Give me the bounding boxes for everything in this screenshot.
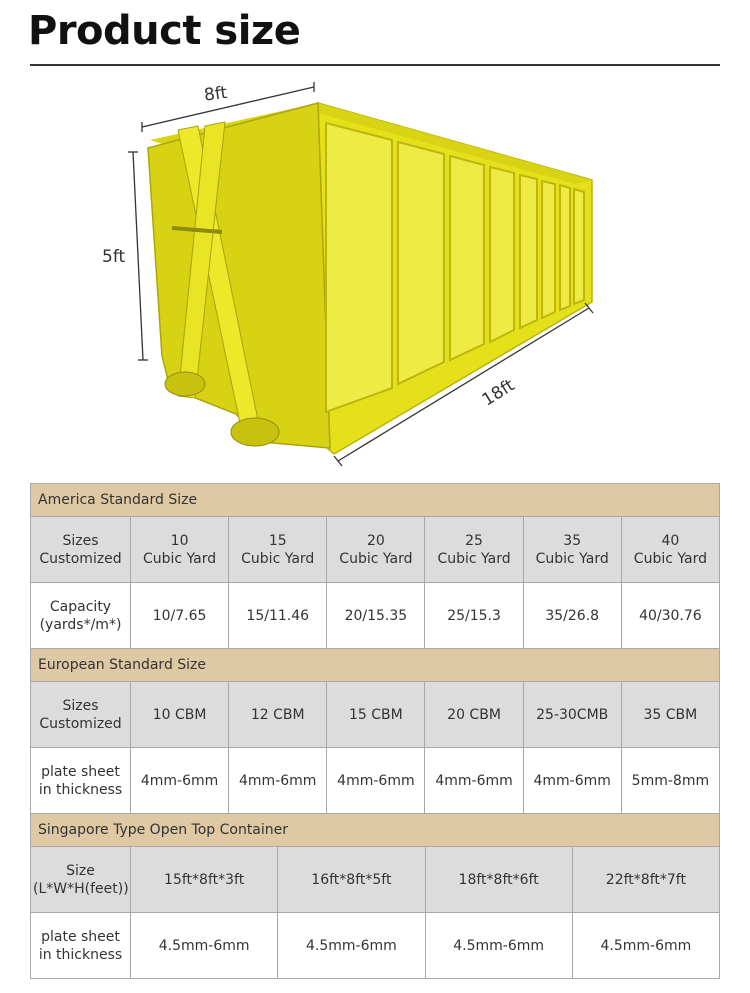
label-line: plate sheet	[41, 763, 120, 780]
singapore-table	[30, 813, 720, 979]
page-title: Product size	[28, 8, 301, 54]
dimension-width-label: 8ft	[202, 82, 229, 106]
thickness-cell: 4.5mm-6mm	[572, 913, 719, 979]
size-cell: 25-30CMB	[523, 682, 621, 748]
thickness-cell: 4.5mm-6mm	[425, 913, 572, 979]
size-cell: 12 CBM	[229, 682, 327, 748]
label-line: Sizes	[62, 532, 99, 549]
size-cell	[621, 517, 719, 583]
thickness-cell: 4.5mm-6mm	[131, 913, 278, 979]
thickness-cell: 4mm-6mm	[229, 748, 327, 814]
size-cell	[131, 517, 229, 583]
label-line: in thickness	[38, 946, 123, 963]
label-line: in thickness	[38, 781, 123, 798]
size-unit: Cubic Yard	[142, 550, 217, 567]
size-unit: Cubic Yard	[241, 550, 315, 567]
size-number: 20	[366, 532, 385, 549]
dimension-height-label: 5ft	[102, 247, 126, 267]
thickness-cell: 4.5mm-6mm	[278, 913, 425, 979]
capacity-cell: 40/30.76	[621, 583, 719, 649]
capacity-cell: 20/15.35	[327, 583, 425, 649]
size-cell	[229, 517, 327, 583]
thickness-label-cell	[31, 913, 131, 979]
america-header: America Standard Size	[31, 484, 720, 517]
label-line: plate sheet	[41, 928, 120, 945]
size-unit: Cubic Yard	[633, 550, 707, 567]
european-header: European Standard Size	[31, 649, 720, 682]
size-cell: 15ft*8ft*3ft	[131, 847, 278, 913]
title-divider	[30, 64, 720, 66]
size-cell: 22ft*8ft*7ft	[572, 847, 719, 913]
thickness-label-cell	[31, 748, 131, 814]
size-cell: 18ft*8ft*6ft	[425, 847, 572, 913]
label-line: Size	[66, 862, 95, 879]
size-cell: 16ft*8ft*5ft	[278, 847, 425, 913]
capacity-label-cell	[31, 583, 131, 649]
size-number: 40	[661, 532, 680, 549]
european-standard-table	[30, 648, 720, 814]
sizes-label-cell	[31, 517, 131, 583]
label-line: Capacity	[49, 598, 112, 615]
container-illustration	[0, 70, 750, 470]
capacity-cell: 15/11.46	[229, 583, 327, 649]
size-cell: 20 CBM	[425, 682, 523, 748]
singapore-header: Singapore Type Open Top Container	[31, 814, 720, 847]
size-cell: 10 CBM	[131, 682, 229, 748]
size-cell: 35 CBM	[621, 682, 719, 748]
thickness-cell: 4mm-6mm	[425, 748, 523, 814]
size-unit: Cubic Yard	[437, 550, 511, 567]
dimension-length-label: 18ft	[478, 375, 519, 411]
capacity-cell: 35/26.8	[523, 583, 621, 649]
label-line: Customized	[39, 715, 122, 732]
capacity-cell: 10/7.65	[131, 583, 229, 649]
size-cell	[425, 517, 523, 583]
thickness-cell: 5mm-8mm	[621, 748, 719, 814]
container-skid	[231, 418, 279, 446]
size-cell: 15 CBM	[327, 682, 425, 748]
size-number: 25	[465, 532, 483, 549]
container-skid	[165, 372, 205, 396]
size-number: 10	[170, 532, 189, 549]
label-line: (yards*/m*)	[39, 616, 122, 633]
size-cell	[523, 517, 621, 583]
label-line: Customized	[39, 550, 122, 567]
size-unit: Cubic Yard	[339, 550, 413, 567]
america-standard-table	[30, 483, 720, 649]
capacity-cell: 25/15.3	[425, 583, 523, 649]
thickness-cell: 4mm-6mm	[523, 748, 621, 814]
sizes-label-cell	[31, 682, 131, 748]
thickness-cell: 4mm-6mm	[131, 748, 229, 814]
label-line: Sizes	[62, 697, 99, 714]
size-number: 35	[563, 532, 582, 549]
size-unit: Cubic Yard	[535, 550, 609, 567]
size-label-cell	[31, 847, 131, 913]
size-cell	[327, 517, 425, 583]
size-number: 15	[268, 532, 287, 549]
label-line: (L*W*H(feet))	[33, 880, 129, 897]
thickness-cell: 4mm-6mm	[327, 748, 425, 814]
